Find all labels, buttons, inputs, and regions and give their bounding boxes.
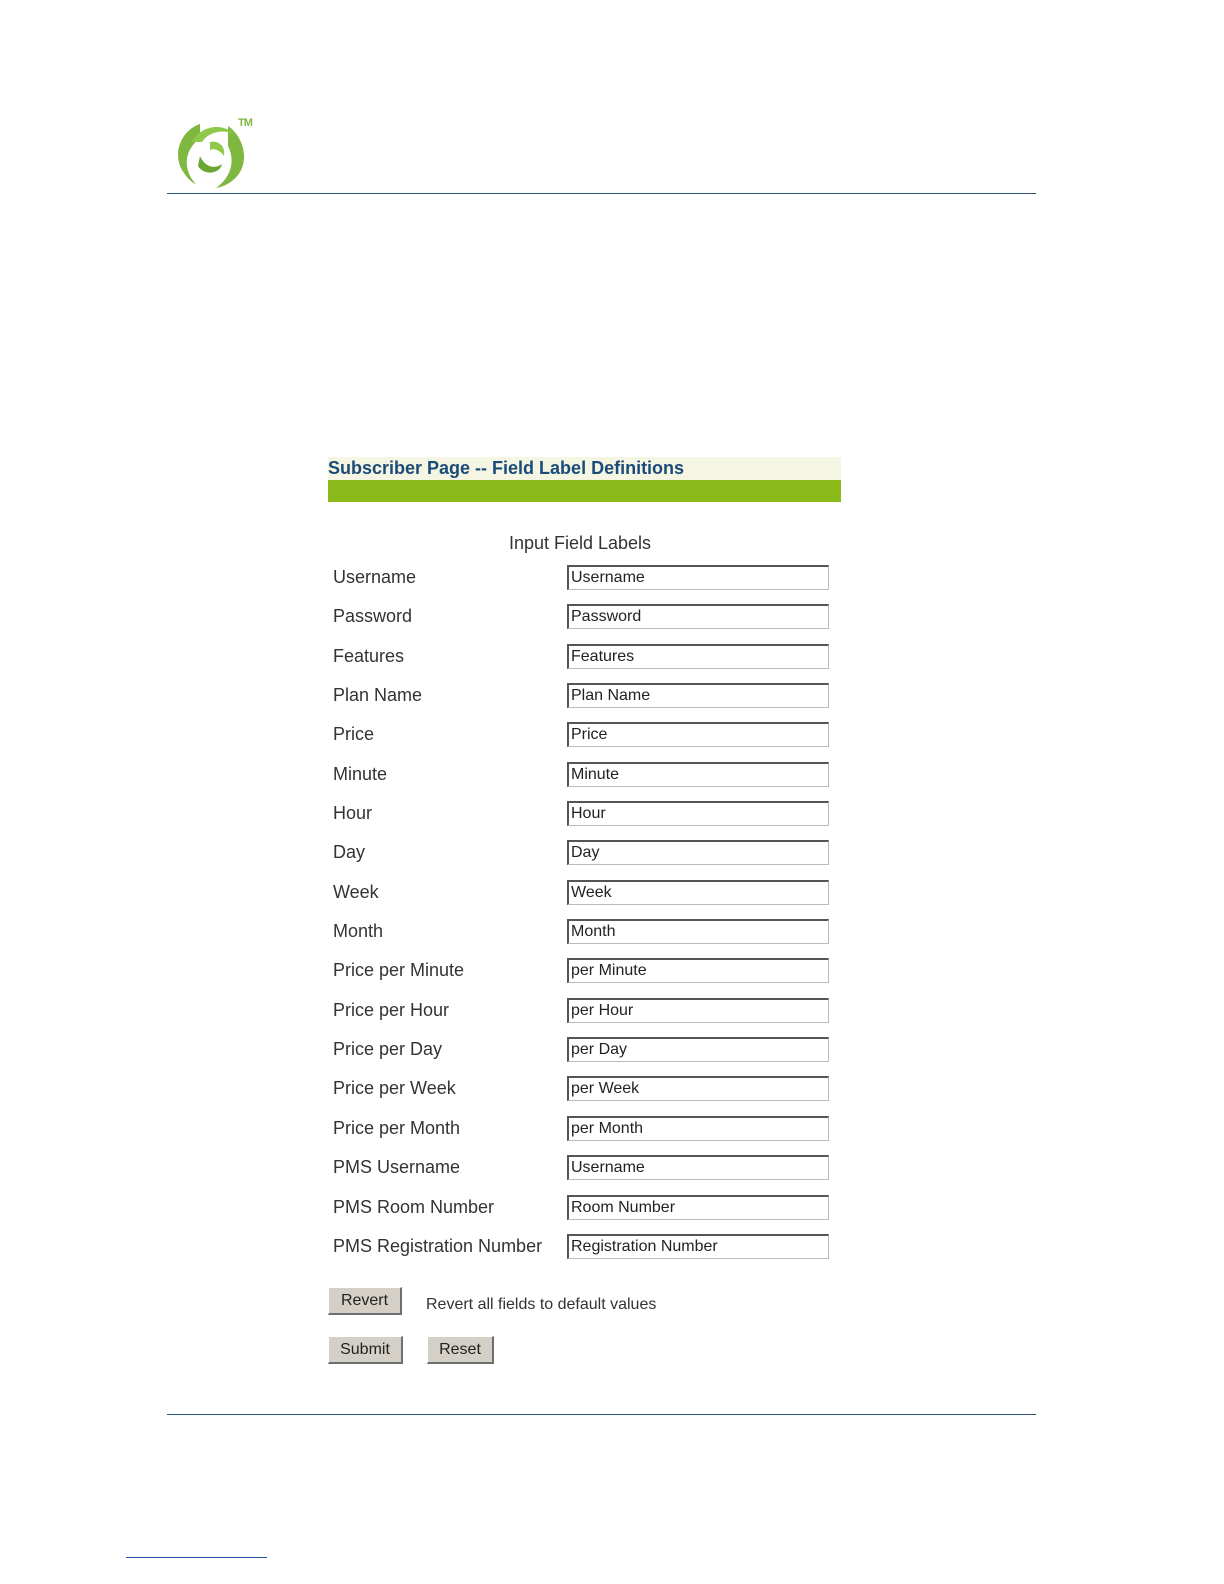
field-input[interactable] — [567, 1076, 829, 1101]
field-row — [333, 760, 833, 799]
field-label: Price — [333, 724, 375, 745]
field-label-form — [333, 563, 833, 1271]
field-label: Day — [333, 842, 366, 863]
field-input[interactable] — [567, 998, 829, 1023]
field-row — [333, 956, 833, 995]
field-input[interactable] — [567, 958, 829, 983]
field-label: Price per Hour — [333, 999, 450, 1020]
field-row — [333, 917, 833, 956]
field-input[interactable] — [567, 1234, 829, 1259]
footer-divider — [167, 1414, 1036, 1415]
trademark-mark: TM — [238, 117, 252, 129]
field-row — [333, 838, 833, 877]
field-label: Username — [333, 567, 417, 587]
submit-button[interactable]: Submit — [328, 1336, 403, 1364]
field-label: PMS Username — [333, 1157, 461, 1178]
field-label: Plan Name — [333, 685, 423, 706]
field-label: PMS Room Number — [333, 1196, 495, 1217]
field-input[interactable] — [567, 1195, 829, 1220]
field-input[interactable] — [567, 1155, 829, 1180]
field-row — [333, 642, 833, 681]
field-label: Month — [333, 921, 384, 942]
field-row — [333, 1232, 833, 1271]
field-input[interactable] — [567, 1037, 829, 1062]
footnote-rule — [126, 1557, 267, 1558]
field-input[interactable] — [567, 565, 829, 590]
field-input[interactable] — [567, 801, 829, 826]
field-input[interactable] — [567, 919, 829, 944]
revert-button[interactable]: Revert — [328, 1287, 402, 1315]
field-row — [333, 1114, 833, 1153]
field-input[interactable] — [567, 1116, 829, 1141]
field-label: Password — [333, 606, 413, 627]
field-row — [333, 602, 833, 641]
field-row — [333, 1153, 833, 1192]
field-label: PMS Registration Number — [333, 1235, 543, 1256]
field-row — [333, 1193, 833, 1232]
panel-title: Subscriber Page -- Field Label Definitions — [328, 458, 685, 478]
field-label: Hour — [333, 803, 373, 824]
field-input[interactable] — [567, 604, 829, 629]
reset-button[interactable]: Reset — [427, 1336, 494, 1364]
field-label: Features — [333, 645, 405, 666]
field-input[interactable] — [567, 644, 829, 669]
field-label: Week — [333, 881, 379, 902]
field-label: Minute — [333, 763, 388, 784]
field-row — [333, 1074, 833, 1113]
field-row — [333, 1035, 833, 1074]
header-divider — [167, 193, 1036, 194]
field-label: Price per Minute — [333, 960, 465, 981]
field-input[interactable] — [567, 762, 829, 787]
field-label: Price per Month — [333, 1117, 461, 1138]
field-input[interactable] — [567, 722, 829, 747]
field-row — [333, 878, 833, 917]
field-input[interactable] — [567, 683, 829, 708]
field-input[interactable] — [567, 880, 829, 905]
field-row — [333, 799, 833, 838]
field-label: Price per Week — [333, 1078, 456, 1099]
field-row — [333, 720, 833, 759]
field-label: Price per Day — [333, 1039, 443, 1060]
field-row — [333, 563, 833, 602]
panel-accent-bar — [328, 480, 841, 502]
field-row — [333, 996, 833, 1035]
revert-note: Revert all fields to default values — [426, 1296, 657, 1313]
field-input[interactable] — [567, 840, 829, 865]
section-heading: Input Field Labels — [508, 533, 652, 553]
field-row — [333, 681, 833, 720]
